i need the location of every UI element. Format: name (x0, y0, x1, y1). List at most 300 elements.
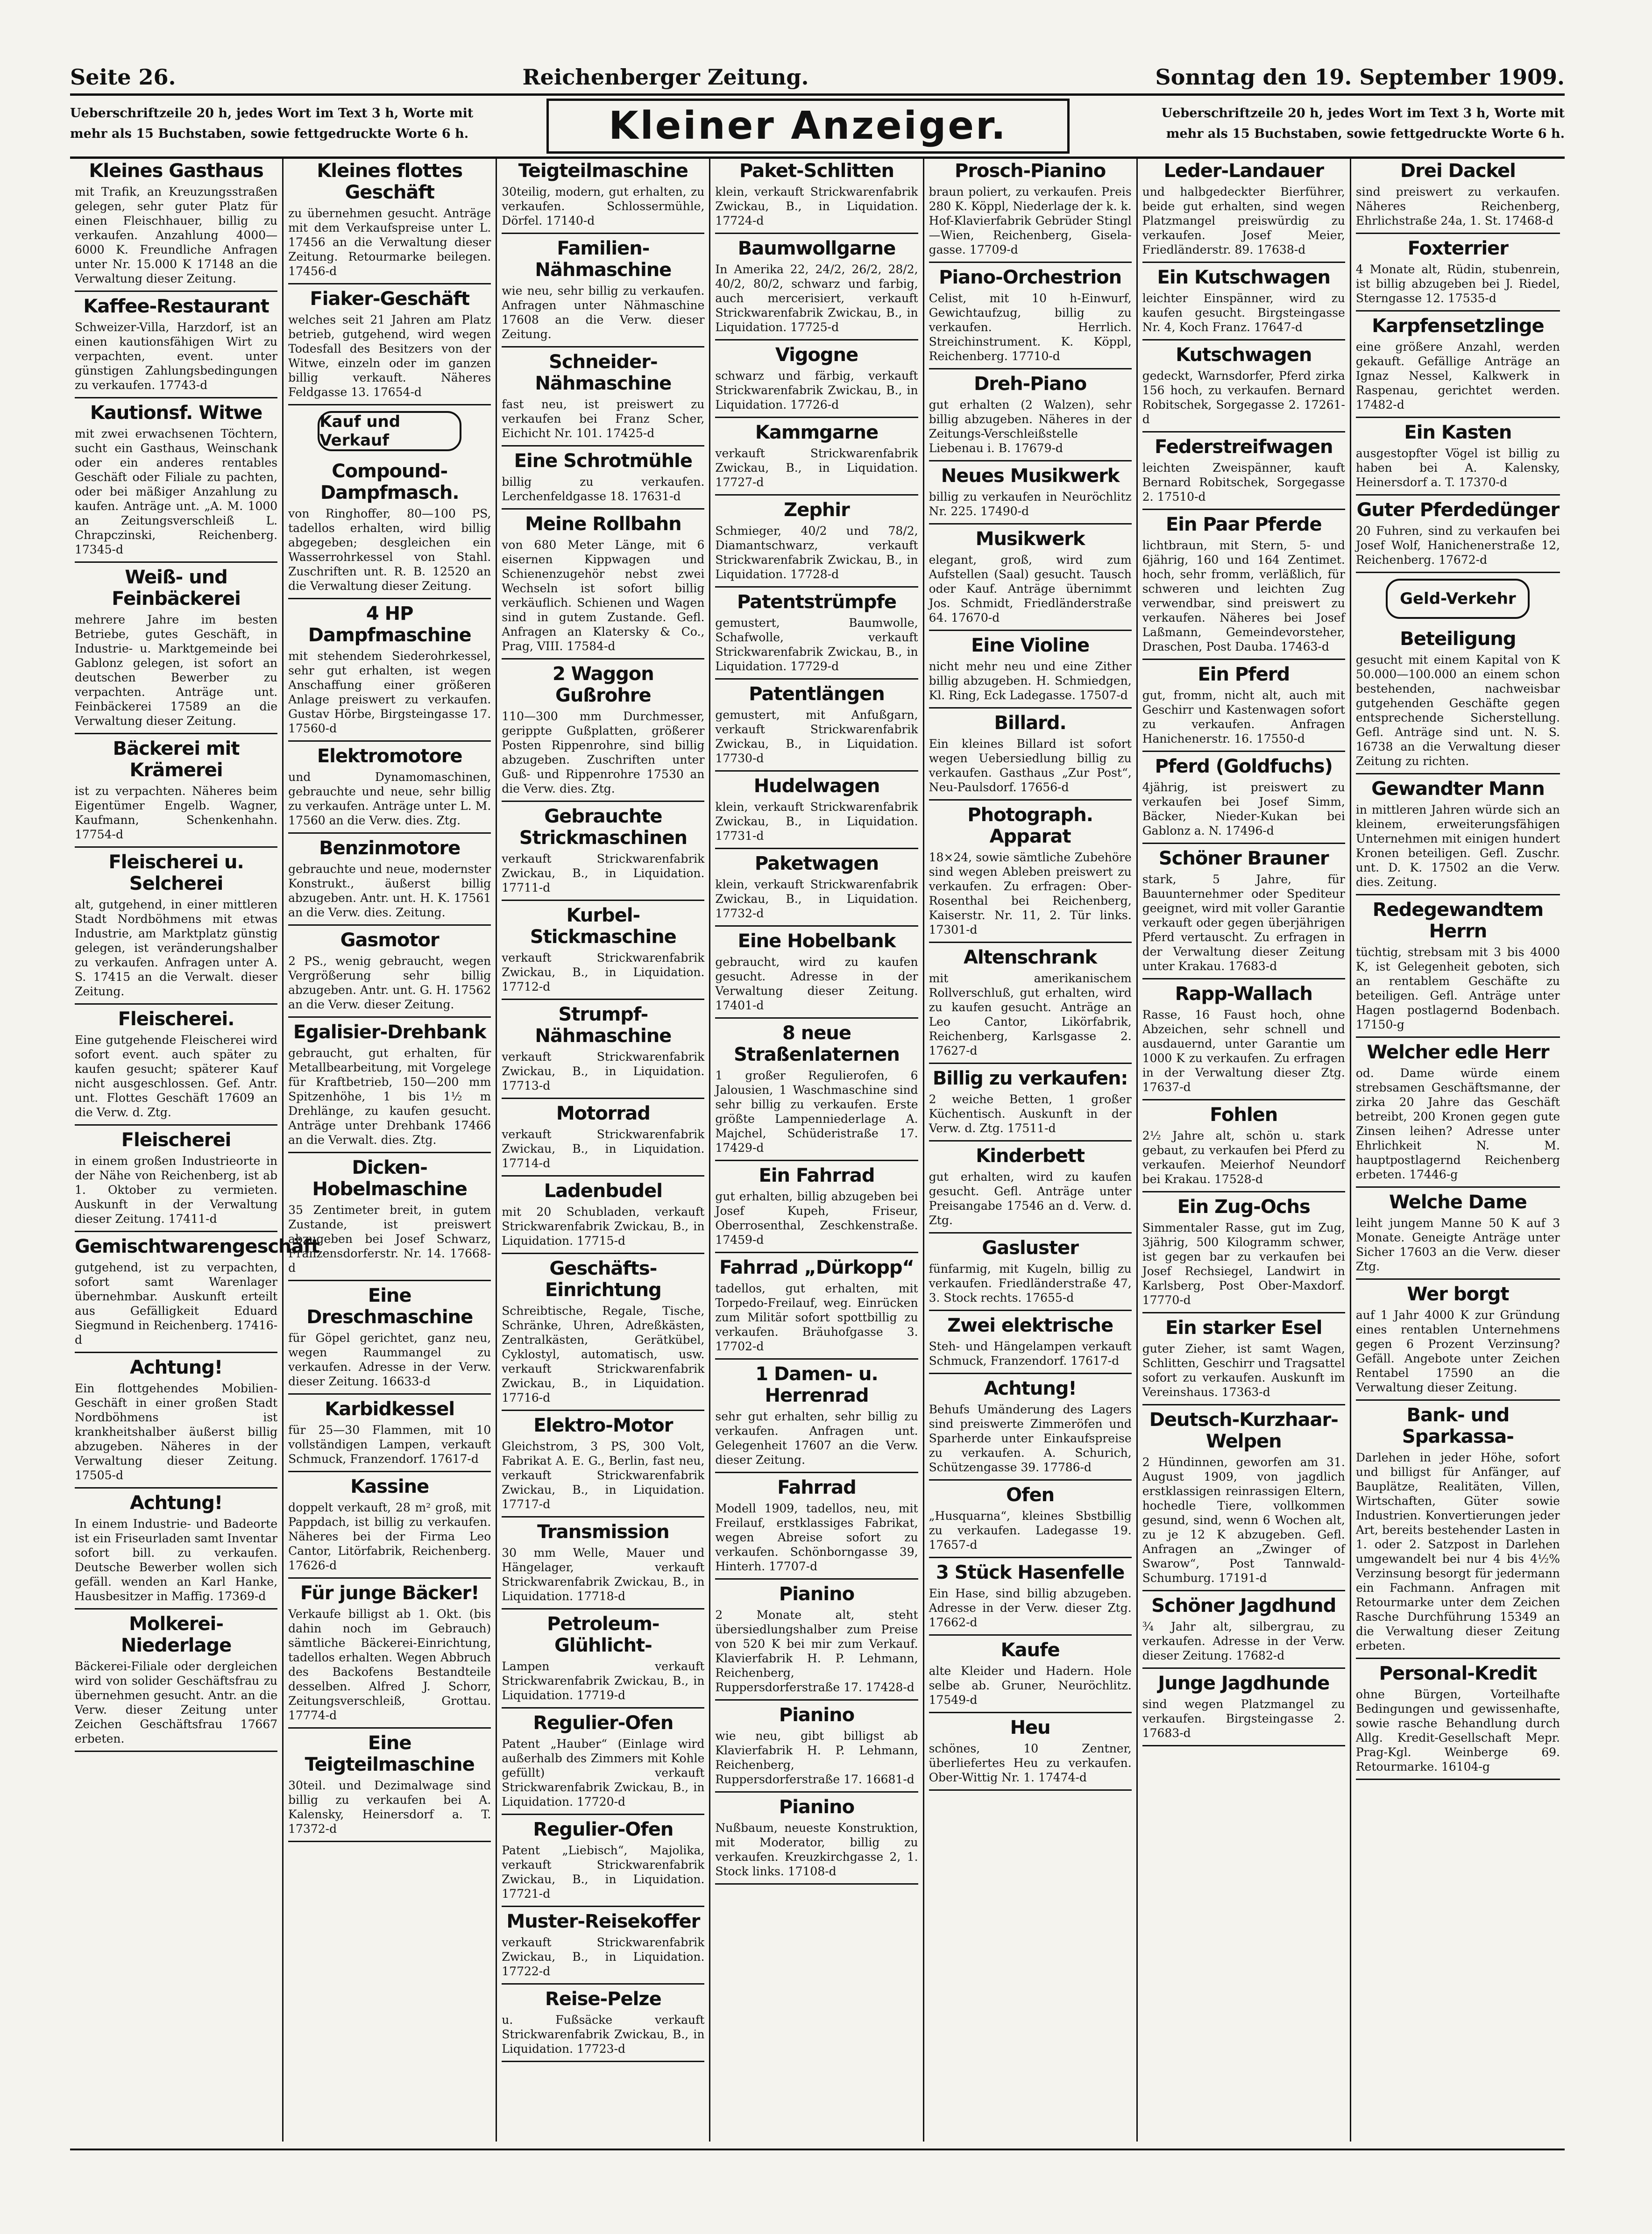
ad-heading: Patentlängen (749, 683, 885, 705)
ad-text: u. Fußsäcke verkauft Strickwarenfabrik Zwickau, B., in Liquidation. 17723-d (502, 2013, 705, 2056)
classified-ad (502, 1518, 704, 1610)
ad-text: für Göpel gerichtet, ganz neu, wegen Raummangel zu verkaufen. Adresse in der Verw. dieser Zeitung. 16633-d (288, 1331, 491, 1388)
ad-text: Schmieger, 40/2 und 78/2, Diamantschwarz, verkauft Strickwarenfabrik Zwickau, B., in Liquidation. 17728-d (715, 524, 918, 581)
ad-heading: Zephir (784, 499, 850, 521)
classified-ad (502, 348, 704, 447)
ad-text: Verkaufe billigst ab 1. Okt. (bis dahin noch im Gebrauch) sämtliche Bäckerei-Einrichtung, tadellos erhalten. Wegen Abbruch des Backofens Bestandteile desselben. Alfred J. Schorr, Zeitungsverschleiß, Grottau. 17774-d (288, 1607, 491, 1722)
ad-heading: Musikwerk (975, 528, 1085, 550)
ad-heading: 8 neue Straßenlaternen (734, 1022, 900, 1065)
classified-ad (75, 1353, 277, 1489)
ad-heading: Motorrad (556, 1103, 650, 1124)
ad-text: Steh- und Hängelampen verkauft Schmuck, Franzendorf. 17617-d (929, 1340, 1132, 1368)
ad-heading: Ein Kutschwagen (1157, 267, 1331, 288)
ad-heading: Ein Zug-Ochs (1177, 1196, 1310, 1218)
ad-text: gutgehend, ist zu verpachten, sofort samt Warenlager übernehmbar. Auskunft erteilt aus Gefälligkeit Eduard Siegmund in Reichenberg. 17416-d (75, 1261, 278, 1347)
ad-text: Patent „Liebisch“, Majolika, verkauft Strickwarenfabrik Zwickau, B., in Liquidation. 17721-d (502, 1844, 705, 1901)
ad-heading: Neues Musikwerk (941, 465, 1120, 487)
ad-text: gesucht mit einem Kapital von K 50.000—100.000 an einem schon bestehenden, nachweisbar gutgehenden Geschäfte gegen entsprechende Sicherstellung. Gefl. Anträge sind unt. N. S. 16738 an die Verwaltung dieser Zeitung zu richten. (1355, 653, 1560, 768)
ad-text: ausgestopfter Vögel ist billig zu haben bei A. Kalensky, Heinersdorf a. T. 17370-d (1355, 447, 1560, 489)
classified-ad (1356, 234, 1560, 312)
ad-text: nicht mehr neu und eine Zither billig abzugeben. H. Schmiedgen, Kl. Ring, Eck Ladegasse. 17507-d (929, 660, 1132, 702)
ad-text: gemustert, Baumwolle, Schafwolle, verkauft Strickwarenfabrik Zwickau, B., in Liquidation. 17729-d (715, 616, 918, 673)
ad-heading: Fleischerei. (118, 1008, 234, 1030)
classified-ad (502, 1815, 704, 1907)
section-label: Kauf und Verkauf (318, 411, 461, 451)
classified-ad (1142, 1100, 1345, 1192)
ad-heading: Muster-Reisekoffer (506, 1911, 700, 1932)
page-header (70, 61, 1565, 93)
classified-ad (1142, 660, 1345, 752)
ad-text: mit stehendem Siederohrkessel, sehr gut erhalten, ist wegen Anschaffung einer größeren Anlage preiswert zu verkaufen. Gustav Hörbe, Birgsteingasse 17. 17560-d (288, 649, 491, 735)
ad-heading: Elektromotore (317, 745, 462, 767)
ad-text: Patent „Hauber“ (Einlage wird außerhalb des Zimmers mit Kohle gefüllt) verkauft Strickwarenfabrik Zwickau, B., in Liquidation. 17720-d (502, 1737, 705, 1808)
ad-heading: Strumpf-Nähmaschine (535, 1004, 672, 1047)
ad-text: gebraucht, wird zu kaufen gesucht. Adresse in der Verwaltung dieser Zeitung. 17401-d (715, 955, 918, 1012)
ad-text: In Amerika 22, 24/2, 26/2, 28/2, 40/2, 80/2, schwarz und farbig, auch mercerisiert, verkauft Strickwarenfabrik Zwickau, B., in Liquidation. 17725-d (715, 262, 918, 334)
ad-text: 2 Monate alt, steht übersiedlungshalber zum Preise von 520 K bei mir zum Verkauf. Klavierfabrik H. P. Lehmann, Reichenberg, Ruppersdorferstraße 17. 17428-d (715, 1608, 918, 1694)
classified-ad (502, 802, 704, 901)
ad-text: Lampen verkauft Strickwarenfabrik Zwickau, B., in Liquidation. 17719-d (502, 1660, 705, 1702)
ad-text: schönes, 10 Zentner, überliefertes Heu zu verkaufen. Ober-Wittig Nr. 1. 17474-d (929, 1742, 1132, 1784)
ad-heading: Personal-Kredit (1379, 1663, 1537, 1684)
classified-ad (715, 1793, 918, 1885)
ad-text: klein, verkauft Strickwarenfabrik Zwickau, B., in Liquidation. 17732-d (715, 878, 918, 920)
classified-ad (1142, 263, 1345, 340)
ad-column (710, 156, 924, 2142)
classified-ad (929, 1636, 1132, 1713)
ad-heading: Paketwagen (754, 853, 879, 874)
ad-heading: 2 Waggon Gußrohre (553, 663, 654, 706)
ad-text: fünfarmig, mit Kugeln, billig zu verkaufen. Friedländerstraße 47, 3. Stock rechts. 17655-d (929, 1262, 1132, 1305)
ad-heading: Junge Jagdhunde (1158, 1673, 1330, 1694)
ad-heading: 3 Stück Hasenfelle (936, 1562, 1125, 1583)
ad-text: auf 1 Jahr 4000 K zur Gründung eines rentablen Unternehmens gegen 6 Prozent Verzinsung? Gefäll. Angebote unter Zeichen Rentabel 17590 an die Verwaltung dieser Zeitung. (1355, 1308, 1560, 1394)
ad-heading: Pianino (779, 1796, 855, 1818)
ad-text: ¾ Jahr alt, silbergrau, zu verkaufen. Adresse in der Verw. dieser Zeitung. 17682-d (1142, 1620, 1345, 1662)
ad-text: Eine gutgehende Fleischerei wird sofort event. auch später zu kaufen gesucht; späterer Kauf nicht ausgeschlossen. Gef. Antr. unt. Flottes Geschäft 17609 an die Verw. d. Ztg. (75, 1033, 278, 1119)
ad-text: 2 PS., wenig gebraucht, wegen Vergrößerung sehr billig abzugeben. Antr. unt. G. H. 17562 an die Verw. dieser Zeitung. (288, 954, 491, 1011)
ad-heading: Billard. (994, 712, 1066, 734)
ad-heading: Altenschrank (964, 947, 1097, 968)
ad-heading: Meine Rollbahn (525, 513, 681, 535)
ad-text: verkauft Strickwarenfabrik Zwickau, B., in Liquidation. 17722-d (502, 1936, 705, 1978)
ad-heading: Kaufe (1000, 1639, 1060, 1661)
ad-text: mehrere Jahre im besten Betriebe, gutes Geschäft, in Industrie- u. Marktgemeinde bei Gablonz gelegen, ist sofort an deutschen Bewerber zu verpachten. Anträge unt. Feinbäckerei 17589 an die Verwaltung dieser Zeitung. (75, 613, 278, 728)
section-header (70, 93, 1565, 159)
ad-heading: Kurbel-Stickmaschine (530, 905, 676, 948)
ad-text: „Husquarna“, kleines Sbstbillig zu verkaufen. Ladegasse 19. 17657-d (929, 1509, 1132, 1552)
ad-text: von Ringhoffer, 80—100 PS, tadellos erhalten, wird billig abgegeben; desgleichen ein Wasserrohrkessel von Stahl. Zuschriften unt. R. B. 12520 an die Verwaltung dieser Zeitung. (288, 507, 491, 593)
classified-ad (75, 292, 277, 398)
classified-ad (1142, 156, 1345, 263)
ad-heading: Hudelwagen (753, 775, 880, 797)
ad-text: 35 Zentimeter breit, in gutem Zustande, ist preiswert abzugeben bei Josef Schwarz, Franzensdorferstr. Nr. 14. 17668-d (288, 1203, 491, 1275)
classified-ad (502, 1099, 704, 1177)
classified-ad (715, 772, 918, 849)
ad-text: leichten Zweispänner, kauft Bernard Robitschek, Sorgegasse 2. 17510-d (1142, 461, 1345, 504)
classified-ad (288, 1153, 491, 1281)
ad-text: elegant, groß, wird zum Aufstellen (Saal) gesucht. Tausch oder Kauf. Anträge übernimmt Jos. Schmidt, Friedländerstraße 64. 17670-d (929, 553, 1132, 624)
ad-heading: Welche Dame (1389, 1191, 1527, 1213)
classified-ad (1356, 624, 1560, 774)
classified-ad (1142, 1669, 1345, 1746)
ad-text: gedeckt, Warnsdorfer, Pferd zirka 156 hoch, zu verkaufen. Bernard Robitschek, Sorgegasse 2. 17261-d (1142, 369, 1345, 426)
ad-text: 30 mm Welle, Mauer und Hängelager, verkauft Strickwarenfabrik Zwickau, B., in Liquidation. 17718-d (502, 1546, 705, 1603)
classified-ad (1142, 844, 1345, 979)
classified-ad (288, 742, 491, 834)
classified-ad (75, 1005, 277, 1126)
ad-heading: Achtung! (130, 1492, 223, 1514)
ad-heading: Federstreifwagen (1155, 436, 1333, 458)
ad-text: in mittleren Jahren würde sich an kleinem, erweiterungsfähigen Unternehmen mit einigen hundert Kronen beteiligen. Gefl. Zuschr. unt. D. K. 17502 an die Verw. dies. Zeitung. (1355, 803, 1560, 889)
ad-text: zu übernehmen gesucht. Anträge mit dem Verkaufspreise unter L. 17456 an die Verwaltung dieser Zeitung. Retourmarke beilegen. 17456-d (288, 206, 491, 278)
classified-ad (288, 1579, 491, 1729)
classified-ad (929, 1374, 1132, 1481)
ad-heading: Fahrrad „Dürkopp“ (719, 1257, 914, 1278)
ad-text: ohne Bürgen, Vorteilhafte Bedingungen und gewissenhafte, sowie rasche Behandlung durch Allg. Kredit-Gesellschaft Mepr. Prag-Kgl. Weinberge 69. Retourmarke. 16104-g (1355, 1688, 1560, 1773)
ad-heading: Eine Hobelbank (737, 930, 896, 952)
classified-ad (75, 1232, 320, 1353)
ad-text: Ein kleines Billard ist sofort wegen Uebersiedlung billig zu verkaufen. Gasthaus „Zur Post“, Neu-Paulsdorf. 17656-d (929, 737, 1132, 794)
ad-heading: Teigteilmaschine (518, 160, 688, 182)
ad-text: klein, verkauft Strickwarenfabrik Zwickau, B., in Liquidation. 17724-d (715, 185, 918, 227)
ad-heading: Deutsch-Kurzhaar-Welpen (1149, 1409, 1338, 1452)
ad-text: alte Kleider und Hadern. Hole selbe ab. Gruner, Neuröchlitz. 17549-d (929, 1664, 1132, 1707)
ad-text: 4jährig, ist preiswert zu verkaufen bei Josef Simm, Bäcker, Nieder-Kukan bei Gablonz a. N. 17496-d (1142, 780, 1345, 837)
ad-heading: Eine Teigteilmaschine (305, 1732, 475, 1775)
classified-ad (715, 1161, 918, 1253)
ad-heading: Heu (1010, 1717, 1050, 1738)
ad-heading: 1 Damen- u. Herrenrad (755, 1363, 878, 1406)
ad-text: Bäckerei-Filiale oder dergleichen wird von solider Geschäftsfrau zu übernehmen gesucht. Antr. an die Verw. dieser Zeitung unter Zeichen Geschäftsfrau 17667 erbeten. (75, 1660, 278, 1745)
ad-heading: Guter Pferdedünger (1356, 499, 1560, 521)
ad-text: sehr gut erhalten, sehr billig zu verkaufen. Anfragen unt. Gelegenheit 17607 an die Verw. dieser Zeitung. (715, 1410, 918, 1467)
ad-heading: Dicken-Hobelmaschine (312, 1157, 467, 1200)
ad-heading: Karbidkessel (325, 1398, 455, 1420)
classified-ad (1356, 1280, 1560, 1401)
classified-ad (929, 525, 1132, 631)
ad-heading: Patentstrümpfe (737, 591, 897, 613)
ad-text: Ein flottgehendes Mobilien-Geschäft in einer großen Stadt Nordböhmens ist krankheitshalber äußerst billig abzugeben. Näheres in der Verwaltung dieser Zeitung. 17505-d (75, 1382, 278, 1482)
ad-text: guter Zieher, ist samt Wagen, Schlitten, Geschirr und Tragsattel sofort zu verkaufen. Auskunft im Vereinshaus. 17363-d (1142, 1342, 1345, 1399)
ad-text: billig zu verkaufen in Neuröchlitz Nr. 225. 17490-d (929, 490, 1132, 518)
ad-heading: Piano-Orchestrion (939, 267, 1122, 288)
ad-heading: Fohlen (1210, 1104, 1278, 1126)
ad-heading: Fleischerei u. Selcherei (108, 851, 244, 894)
classified-ad (502, 447, 704, 510)
classified-ad (75, 563, 277, 734)
ad-text: 2 Hündinnen, geworfen am 31. August 1909, von jagdlich erstklassigen reinrassigen Eltern, hochedle Tiere, vollkommen gesund, sind, wenn 6 Wochen alt, zu je 12 K abzugeben. Gefl. Anfragen an „Zwinger of Swarow“, Post Tannwald-Schumburg. 17191-d (1142, 1455, 1345, 1585)
ad-text: schwarz und färbig, verkauft Strickwarenfabrik Zwickau, B., in Liquidation. 17726-d (715, 369, 918, 411)
newspaper-name: Reichenberger Zeitung. (522, 64, 809, 90)
classified-ad (715, 418, 918, 496)
ad-text: Behufs Umänderung des Lagers sind preiswerte Zimmeröfen und Sparherde unter Einkaufspreise zu verkaufen. A. Schurich, Schützengasse 39. 17786-d (929, 1403, 1132, 1474)
ad-text: in einem großen Industrieorte in der Nähe von Reichenberg, ist ab 1. Oktober zu vermieten. Auskunft in der Verwaltung dieser Zeitung. 17411-d (75, 1154, 278, 1226)
ad-column (1351, 156, 1565, 2142)
ad-text: gebrauchte und neue, modernster Konstrukt., äußerst billig abzugeben. Antr. unt. H. K. 17561 an die Verw. dies. Zeitung. (288, 862, 491, 919)
classified-ad (715, 156, 918, 234)
classified-ad (929, 1234, 1132, 1311)
ad-text: 2½ Jahre alt, schön u. stark gebaut, zu verkaufen bei Pferd zu verkaufen. Meierhof Neundorf bei Krakau. 17528-d (1142, 1129, 1345, 1186)
classified-ad (75, 1126, 277, 1232)
ad-column (1138, 156, 1351, 2142)
classified-ad (1356, 1401, 1560, 1659)
classified-ad (715, 340, 918, 418)
ad-text: 18×24, sowie sämtliche Zubehöre sind wegen Ableben preiswert zu verkaufen. Zu erfragen: Ober-Rosenthal bei Reichenberg, Kaiserstr. Nr. 11, 2. Tür links. 17301-d (929, 851, 1132, 936)
ad-text: wie neu, sehr billig zu verkaufen. Anfragen unter Nähmaschine 17608 an die Verw. dieser Zeitung. (502, 284, 705, 341)
ad-text: Rasse, 16 Faust hoch, ohne Abzeichen, sehr schnell und ausdauernd, unter Garantie um 1000 K zu verkaufen. Zu erfragen in der Verwaltung dieser Ztg. 17637-d (1142, 1008, 1345, 1094)
classified-ad (1142, 1405, 1345, 1591)
ad-text: alt, gutgehend, in einer mittleren Stadt Nordböhmens mit etwas Industrie, am Marktplatz günstig gelegen, ist veränderungshalber zu verkaufen. Anfragen unter A. S. 17415 an die Verwalt. dieser Zeitung. (75, 898, 278, 998)
ad-text: 110—300 mm Durchmesser, gerippte Gußplatten, größerer Posten Rippenrohre, sind billig abzugeben. Zuschriften unter Guß- und Rippenrohre 17530 an die Verw. dies. Ztg. (502, 709, 705, 795)
classified-ad (502, 234, 704, 348)
ad-text: mit Trafik, an Kreuzungsstraßen gelegen, sehr guter Platz für einen Fleischhauer, billig zu verkaufen. Anzahlung 4000—6000 K. Freundliche Anfragen unter Nr. 15.000 K 17148 an die Verwaltung dieser Zeitung. (75, 185, 278, 285)
ad-text: wie neu, gibt billigst ab Klavierfabrik H. P. Lehmann, Reichenberg, Ruppersdorferstraße 17. 16681-d (715, 1729, 918, 1786)
ad-heading: Ladenbudel (544, 1180, 662, 1202)
classified-ad (1142, 1192, 1345, 1313)
classified-ad (1356, 1188, 1560, 1280)
ad-heading: Kutschwagen (1176, 344, 1312, 366)
classified-ad (715, 680, 918, 772)
classified-ad (715, 927, 918, 1019)
classified-ad (288, 1472, 491, 1579)
ad-heading: Gasluster (982, 1237, 1078, 1259)
ad-text: 2 weiche Betten, 1 großer Küchentisch. Auskunft in der Verw. d. Ztg. 17511-d (929, 1092, 1132, 1135)
ad-text: welches seit 21 Jahren am Platz betrieb, gutgehend, wird wegen Todesfall des Besitzers von der Witwe, einzeln oder im ganzen billig verkauft. Näheres Feldgasse 13. 17654-d (288, 313, 491, 399)
ad-text: mit amerikanischem Rollverschluß, gut erhalten, wird zu kaufen gesucht. Anträge an Leo Cantor, Likörfabrik, Reichenberg, Karlsgasse 2. 17627-d (929, 972, 1132, 1057)
ad-heading: Rapp-Wallach (1175, 983, 1312, 1005)
classified-ad (715, 1473, 918, 1580)
classified-ad (929, 1481, 1132, 1558)
ad-text: braun poliert, zu verkaufen. Preis 280 K. Köppl, Niederlage der k. k. Hof-Klavierfabrik Gebrüder Stingl—Wien, Reichenberg, Gisela-gasse. 17709-d (929, 185, 1132, 256)
classified-ad (75, 1489, 277, 1610)
ad-heading: Photograph. Apparat (967, 804, 1093, 847)
ad-text: 30teil. und Dezimalwage sind billig zu verkaufen bei A. Kalensky, Heinersdorf a. T. 17372-d (288, 1779, 491, 1836)
ad-heading: Leder-Landauer (1163, 160, 1324, 182)
classified-ad (75, 1610, 277, 1752)
ad-heading: Ein Kasten (1404, 422, 1512, 443)
classified-ad (288, 1729, 491, 1842)
ad-heading: Weiß- und Feinbäckerei (112, 567, 241, 610)
classified-ad (715, 1019, 918, 1161)
classified-ad (1356, 1038, 1560, 1188)
ad-text: Celist, mit 10 h-Einwurf, Gewichtaufzug, billig zu verkaufen. Herrlich. Streichinstrument. K. Köppl, Reichenberg. 17710-d (929, 291, 1132, 363)
ad-heading: Eine Schrotmühle (514, 450, 693, 472)
classified-ad (715, 588, 918, 680)
ad-text: 20 Fuhren, sind zu verkaufen bei Josef Wolf, Hanichenerstraße 12, Reichenberg. 17672-d (1355, 524, 1560, 567)
page-number: Seite 26. (70, 64, 176, 90)
ad-text: gebraucht, gut erhalten, für Metallbearbeitung, mit Vorgelege für Kraftbetrieb, 150—200 mm Spitzenhöhe, 1 bis 1½ m Drehlänge, zu kaufen gesucht. Anträge unter Drehbank 17466 an die Verwalt. dies. Ztg. (288, 1046, 491, 1147)
ad-heading: Gasmotor (340, 929, 439, 951)
ad-heading: Vigogne (775, 344, 858, 366)
ad-text: verkauft Strickwarenfabrik Zwickau, B., in Liquidation. 17727-d (715, 447, 918, 489)
ad-heading: Ofen (1006, 1484, 1055, 1506)
classified-ad (502, 1000, 704, 1099)
ad-text: sind wegen Platzmangel zu verkaufen. Birgsteingasse 2. 17683-d (1142, 1697, 1345, 1740)
ad-text: fast neu, ist preiswert zu verkaufen bei Franz Scher, Eichicht Nr. 101. 17425-d (502, 397, 705, 440)
ad-heading: Bank- und Sparkassa- (1402, 1404, 1514, 1447)
ad-heading: Beteiligung (1400, 628, 1516, 650)
ad-heading: 4 HP Dampfmaschine (308, 603, 471, 646)
classified-ad (75, 848, 277, 1005)
classified-ad (1356, 895, 1560, 1038)
classified-ad (288, 1281, 491, 1395)
ad-heading: Transmission (537, 1521, 669, 1543)
classified-ad (715, 1580, 918, 1701)
classified-ad (929, 263, 1132, 369)
classified-ad (75, 398, 277, 563)
ad-heading: Pianino (779, 1704, 855, 1726)
classified-ad (502, 1254, 704, 1411)
classified-ad (929, 709, 1132, 801)
ad-heading: Compound-Dampfmasch. (320, 461, 459, 504)
ad-text: eine größere Anzahl, werden gekauft. Gefällige Anträge an Ignaz Nessel, Kalkwerk in Raspenau, gerichtet werden. 17482-d (1355, 340, 1560, 411)
ad-heading: Welcher edle Herr (1367, 1042, 1549, 1063)
ad-heading: Dreh-Piano (974, 373, 1087, 395)
classified-ad (929, 1064, 1132, 1142)
classified-ad (1142, 1591, 1345, 1669)
ad-text: 30teilig, modern, gut erhalten, zu verkaufen. Schlossermühle, Dörfel. 17140-d (502, 185, 705, 227)
classified-ad (75, 734, 277, 848)
classified-ad (715, 234, 918, 340)
ad-text: verkauft Strickwarenfabrik Zwickau, B., in Liquidation. 17712-d (502, 951, 705, 993)
ad-heading: Kleines flottes Geschäft (317, 160, 463, 203)
classified-ad (502, 1709, 704, 1815)
classified-ad (288, 284, 491, 405)
ad-heading: Ein starker Esel (1165, 1317, 1322, 1339)
ad-text: Nußbaum, neueste Konstruktion, mit Moderator, billig zu verkaufen. Kreuzkirchgasse 2, 1. Stock links. 17108-d (715, 1821, 918, 1878)
price-note-left: Ueberschriftzeile 20 h, jedes Wort im Text 3 h, Worte mit mehr als 15 Buchstaben, sowie fettgedruckte Worte 6 h. (70, 106, 474, 141)
classified-ad (502, 1907, 704, 1985)
classified-ad (1356, 418, 1560, 496)
ad-column (70, 156, 320, 2142)
ad-text: tüchtig, strebsam mit 3 bis 4000 K, ist Gelegenheit geboten, sich an rentablem Geschäfte zu beteiligen. Gefl. Anträge unter Hagen postlagernd Bodenbach. 17150-g (1355, 945, 1560, 1031)
ad-heading: Kassine (350, 1476, 429, 1497)
ad-heading: Fahrrad (777, 1477, 856, 1498)
ad-heading: Kinderbett (976, 1145, 1085, 1167)
ad-text: leichter Einspänner, wird zu kaufen gesucht. Birgsteingasse Nr. 4, Koch Franz. 17647-d (1142, 291, 1345, 334)
ad-text: gut erhalten (2 Walzen), sehr billig abzugeben. Näheres in der Zeitungs-Verschleißstelle Liebenau i. B. 17679-d (929, 398, 1132, 455)
ad-heading: Familien-Nähmaschine (535, 238, 672, 281)
ad-text: doppelt verkauft, 28 m² groß, mit Pappdach, ist billig zu verkaufen. Näheres bei der Firma Leo Cantor, Litörfabrik, Reichenberg. 17626-d (288, 1501, 491, 1572)
ad-text: 1 großer Regulierofen, 6 Jalousien, 1 Waschmaschine sind sehr billig zu verkaufen. Erste größte Lampenniederlage A. Majchel, Schüderistraße 17. 17429-d (715, 1069, 918, 1155)
section-label: Geld-Verkehr (1386, 579, 1530, 619)
ad-text: von 680 Meter Länge, mit 6 eisernen Kippwagen und Schienenzugehör nebst zwei Wechseln ist sofort billig verkäuflich. Schienen und Wagen sind in gutem Zustande. Gefl. Anfragen an Klatersky & Co., Prag, VIII. 17584-d (502, 538, 705, 653)
ad-heading: Benzinmotore (319, 837, 461, 859)
ad-text: gut erhalten, billig abzugeben bei Josef Kupeh, Friseur, Oberrosenthal, Zeschkenstraße. 17459-d (715, 1190, 918, 1247)
classified-ad (502, 901, 704, 1000)
ad-text: gut, fromm, nicht alt, auch mit Geschirr und Kastenwagen sofort zu verkaufen. Anfragen Hanichenerstr. 16. 17550-d (1142, 688, 1345, 745)
ad-heading: Reise-Pelze (545, 1988, 661, 2010)
ad-heading: Gemischtwarengeschäft (75, 1236, 320, 1257)
ad-heading: Egalisier-Drehbank (293, 1021, 486, 1043)
classified-ad (288, 156, 491, 284)
ad-text: verkauft Strickwarenfabrik Zwickau, B., in Liquidation. 17714-d (502, 1128, 705, 1170)
ad-heading: Karpfensetzlinge (1372, 315, 1544, 337)
classified-ad (715, 849, 918, 927)
ad-text: mit zwei erwachsenen Töchtern, sucht ein Gasthaus, Weinschank oder ein anderes rentables Geschäft oder Filiale zu pachten, oder bei mäßiger Anzahlung zu kaufen. Anträge unt. „A. M. 1000 an Zeitungsverschleiß L. Chrapczinski, Reichenberg. 17345-d (75, 427, 278, 556)
ad-text: für 25—30 Flammen, mit 10 vollständigen Lampen, verkauft Schmuck, Franzendorf. 17617-d (288, 1423, 491, 1466)
ad-heading: Eine Dreschmaschine (306, 1285, 473, 1328)
ad-heading: Molkerei-Niederlage (121, 1613, 232, 1656)
ad-heading: Schöner Brauner (1158, 848, 1329, 869)
ad-heading: Ein Fahrrad (759, 1165, 875, 1186)
ad-heading: Ein Pferd (1198, 664, 1290, 685)
classified-ad (1356, 312, 1560, 418)
ad-heading: Gewandter Mann (1371, 778, 1545, 800)
classified-ad (75, 156, 277, 292)
ad-heading: Fleischerei (121, 1129, 231, 1151)
classified-ad (929, 1558, 1132, 1636)
classified-ad (715, 496, 918, 588)
classified-ad (502, 1411, 704, 1518)
classified-ad (929, 1713, 1132, 1791)
classified-ad (1142, 433, 1345, 510)
ad-text: In einem Industrie- und Badeorte ist ein Friseurladen samt Inventar sofort bill. zu verkaufen. Deutsche Bewerber wollen sich gefäll. wenden an Karl Hanke, Hausbesitzer in Maffig. 17369-d (75, 1517, 278, 1603)
classified-ad (502, 1610, 704, 1709)
ad-text: klein, verkauft Strickwarenfabrik Zwickau, B., in Liquidation. 17731-d (715, 800, 918, 843)
classified-ad (715, 1701, 918, 1793)
classified-ad (1356, 774, 1560, 895)
classified-ad (715, 1360, 918, 1473)
classified-ad (502, 1177, 704, 1254)
ad-text: gut erhalten, wird zu kaufen gesucht. Gefl. Anträge unter Preisangabe 17546 an d. Verw. d. Ztg. (929, 1170, 1132, 1227)
classified-ad (1142, 1313, 1345, 1405)
ad-text: gemustert, mit Anfußgarn, verkauft Strickwarenfabrik Zwickau, B., in Liquidation. 17730-d (715, 708, 918, 765)
ad-heading: Paket-Schlitten (739, 160, 894, 182)
ad-heading: Wer borgt (1407, 1284, 1509, 1305)
ad-heading: Achtung! (984, 1378, 1077, 1399)
ad-text: Schweizer-Villa, Harzdorf, ist an einen kautionsfähigen Wirt zu verpachten, event. unter günstigen Zahlungsbedingungen zu verkaufen. 17743-d (75, 320, 278, 392)
classified-ad (1142, 340, 1345, 433)
classified-ad (288, 926, 491, 1018)
ad-heading: Regulier-Ofen (533, 1819, 674, 1840)
classified-ad (1356, 156, 1560, 234)
ad-column (284, 156, 497, 2142)
ad-heading: Zwei elektrische (947, 1315, 1113, 1336)
classified-ad (288, 457, 491, 599)
ad-text: mit 20 Schubladen, verkauft Strickwarenfabrik Zwickau, B., in Liquidation. 17715-d (502, 1205, 705, 1248)
ad-heading: Elektro-Motor (533, 1415, 673, 1436)
classified-ad (1142, 752, 1345, 844)
ad-heading: Geschäfts-Einrichtung (545, 1258, 661, 1301)
ad-text: 4 Monate alt, Rüdin, stubenrein, ist billig abzugeben bei J. Riedel, Sterngasse 12. 17535-d (1355, 262, 1560, 305)
issue-date: Sonntag den 19. September 1909. (1155, 64, 1565, 90)
ad-heading: Kaffee-Restaurant (83, 296, 269, 317)
classified-ad (1142, 510, 1345, 660)
ad-text: verkauft Strickwarenfabrik Zwickau, B., in Liquidation. 17713-d (502, 1050, 705, 1092)
classified-ad (1142, 979, 1345, 1100)
classified-ad (929, 943, 1132, 1064)
classified-ad (929, 631, 1132, 709)
classified-ad (929, 156, 1132, 263)
ad-heading: Kautionsf. Witwe (90, 402, 262, 424)
classified-ad (929, 801, 1132, 943)
ad-text: verkauft Strickwarenfabrik Zwickau, B., in Liquidation. 17711-d (502, 852, 705, 894)
classified-ad (1356, 496, 1560, 573)
classified-ad (502, 660, 704, 802)
ad-columns (70, 156, 1565, 2142)
section-title: Kleiner Anzeiger. (546, 99, 1070, 154)
classified-ad (929, 369, 1132, 461)
price-note-right: Ueberschriftzeile 20 h, jedes Wort im Text 3 h, Worte mit mehr als 15 Buchstaben, sowie fettgedruckte Worte 6 h. (1161, 106, 1565, 141)
ad-column (924, 156, 1138, 2142)
ad-text: Simmentaler Rasse, gut im Zug, 3jährig, 500 Kilogramm schwer, ist gegen bar zu verkaufen bei Josef Rechsiegel, Landwirt in Karlsberg, Post Ober-Maxdorf. 17770-d (1142, 1221, 1345, 1307)
ad-text: Schreibtische, Regale, Tische, Schränke, Uhren, Adreßkästen, Zentralkästen, Gerätkübel, Cyklostyl, automatisch, usw. verkauft Strickwarenfabrik Zwickau, B., in Liquidation. 17716-d (502, 1304, 705, 1404)
classified-ad (715, 1253, 918, 1360)
ad-text: leiht jungem Manne 50 K auf 3 Monate. Geneigte Anträge unter Sicher 17603 an die Verw. dieser Ztg. (1355, 1216, 1560, 1273)
classified-ad (502, 510, 704, 660)
